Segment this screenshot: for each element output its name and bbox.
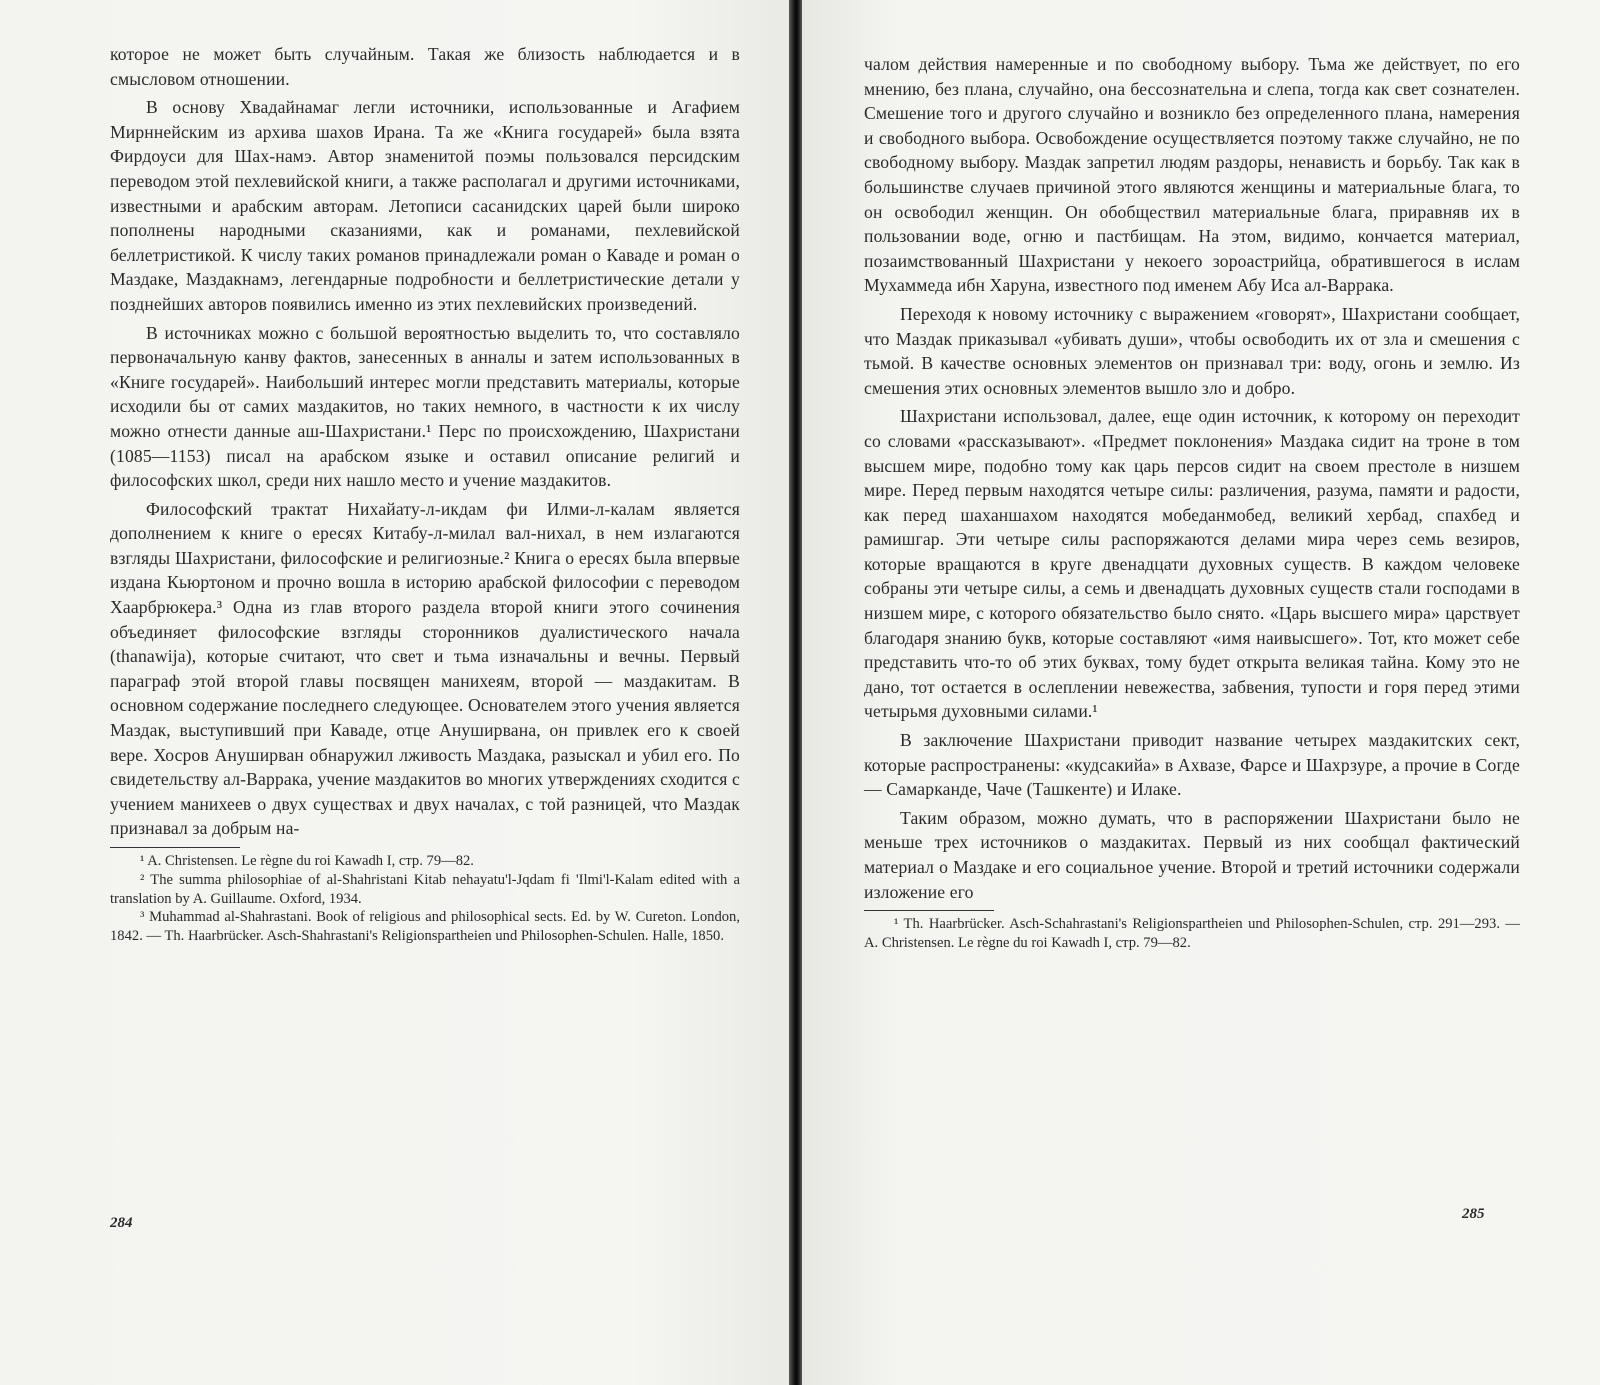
footnote-rule (864, 910, 994, 911)
left-paragraph: В основу Хвадайнамаг легли источники, использованные и Агафием Мирннейским из архива шахов Ирана. Та же «Книга государей» была взята Фирдоуси для Шах-намэ. Автор знаменитой поэмы пользовался персидским переводом этой пехлевийской книги, а также располагал и другими источниками, известными и арабским авторам. Летописи сасанидских царей были широко пополнены народными сказаниями, как и романами, пехлевийской беллетристикой. К числу таких романов принадлежали роман о Каваде и роман о Маздаке, Маздакнамэ, легендарные подробности и беллетристические детали у позднейших авторов появились именно из этих пехлевийских произведений. (110, 97, 740, 314)
right-paragraph: Таким образом, можно думать, что в распоряжении Шахристани было не меньше трех источников о маздакитах. Первый из них сообщал фактический материал о Маздаке и его социальное учение. Второй и третий источники содержали изложение его (864, 807, 1520, 902)
right-footnotes (864, 910, 1520, 953)
footnote: ¹ A. Christensen. Le règne du roi Kawadh I, стр. 79—82. (140, 853, 474, 869)
left-paragraph: Философский трактат Нихайату-л-икдам фи Илми-л-калам является дополнением к книге о ересях Китабу-л-милал вал-нихал, в нем излагаются взгляды Шахристани, философские и религиозные.² Книга о ересях была впервые издана Кьюртоном и прочно вошла в историю арабской философии с переводом Хаарбрюкера.³ Одна из глав второго раздела второй книги этого сочинения объединяет философские взгляды сторонников дуалистического начала (thanawija), которые считают, что свет и тьма изначальны и вечны. Первый параграф этой второй главы посвящен манихеям, второй — маздакитам. В основном содержание последнего следующее. Основателем этого учения является Маздак, выступивший при Каваде, отце Ануширвана, он привлек его к своей вере. Хосров Ануширван обнаружил лживость Маздака, разыскал и убил его. По свидетельству ал-Варрака, учение маздакитов во многих утверждениях сходится с учением манихеев о двух существах и двух началах, с той разницей, что Маздак признавал за добрым на- (110, 498, 740, 839)
right-page (802, 0, 1600, 1385)
right-paragraph: В заключение Шахристани приводит название четырех маздакитских сект, которые распространены: «кудсакийа» в Ахвазе, Фарсе и Шахрзуре, а прочие в Согде — Самарканде, Чаче (Ташкенте) и Илаке. (864, 730, 1520, 800)
right-paragraph: Переходя к новому источнику с выражением «говорят», Шахристани сообщает, что Маздак приказывал «убивать души», чтобы освободить их от зла и смешения с тьмой. В качестве основных элементов он признавал три: воду, огонь и землю. Из смешения этих основных элементов вышло зло и добро. (864, 303, 1520, 398)
page-number-left: 284 (110, 1215, 133, 1231)
book-gutter (789, 0, 803, 1385)
footnote: ³ Muhammad al-Shahrastani. Book of religious and philosophical sects. Ed. by W. Cureton. London, 1842. — Th. Haarbrücker. Asch-Shahrastani's Religionspartheien und Philosophen-Schulen. Halle, 1850. (110, 909, 740, 945)
left-body-text (110, 42, 740, 841)
footnote-rule (110, 847, 240, 848)
left-page (0, 0, 790, 1385)
page-number-right: 285 (1462, 1206, 1485, 1222)
left-paragraph: В источниках можно с большой вероятностью выделить то, что составляло первоначальную канву фактов, занесенных в анналы и затем использованных в «Книге государей». Наибольший интерес могли представить материалы, которые исходили бы от самих маздакитов, но таких немного, в частности к их числу можно отнести данные аш-Шахристани.¹ Перс по происхождению, Шахристани (1085—1153) писал на арабском языке и оставил описание религий и философских школ, среди них нашло место и учение маздакитов. (110, 322, 740, 491)
footnote: ² The summa philosophiae of al-Shahristani Kitab nehayatu'l-Jqdam fi 'Ilmi'l-Kalam edited with a translation by A. Guillaume. Oxford, 1934. (110, 871, 740, 907)
right-body-text (864, 52, 1520, 904)
footnote: ¹ Th. Haarbrücker. Asch-Schahrastani's Religionspartheien und Philosophen-Schulen, стр. 291—293. — A. Christensen. Le règne du roi Kawadh I, стр. 79—82. (864, 916, 1520, 951)
right-paragraph: Шахристани использовал, далее, еще один источник, к которому он переходит со словами «рассказывают». «Предмет поклонения» Маздака сидит на троне в том высшем мире, подобно тому как царь персов сидит на своем престоле в низшем мире. Перед первым находятся четыре силы: различения, разума, памяти и радости, как перед шаханшахом находятся мобеданмобед, великий хербад, спахбед и рамишгар. Эти четыре силы распоряжаются делами мира через семь везиров, которые вращаются в круге двенадцати духовных существ. В каждом человеке собраны эти четыре силы, а семь и двенадцать духовных существ стали господами в низшем мире, с которого обязательство было снято. «Царь высшего мира» царствует благодаря знанию букв, которые составляют «имя наивысшего». Тот, кто может себе представить что-то об этих буквах, тому будет открыта великая тайна. Кому это не дано, тот остается в ослеплении невежества, забвения, тупости и горя перед этими четырьмя духовными силами.¹ (864, 406, 1520, 722)
left-footnotes (110, 847, 740, 946)
left-paragraph: которое не может быть случайным. Такая же близость наблюдается и в смысловом отношении. (110, 44, 740, 89)
right-paragraph: чалом действия намеренные и по свободному выбору. Тьма же действует, по его мнению, без плана, случайно, она бессознательна и слепа, тогда как свет сознателен. Смешение того и другого случайно и возникло без определенного плана, намерения и свободного выбора. Освобождение осуществляется поэтому также случайно, не по свободному выбору. Маздак запретил людям раздоры, ненависть и борьбу. Так как в большинстве случаев причиной этого являются женщины и материальные блага, то он освободил женщин. Он обобществил материальные блага, приравняв их в пользовании воде, огню и пастбищам. На этом, видимо, кончается материал, позаимствованный Шахристани у некоего зороастрийца, обратившегося в ислам Мухаммеда ибн Харуна, известного под именем Абу Иса ал-Варрака. (864, 54, 1520, 296)
